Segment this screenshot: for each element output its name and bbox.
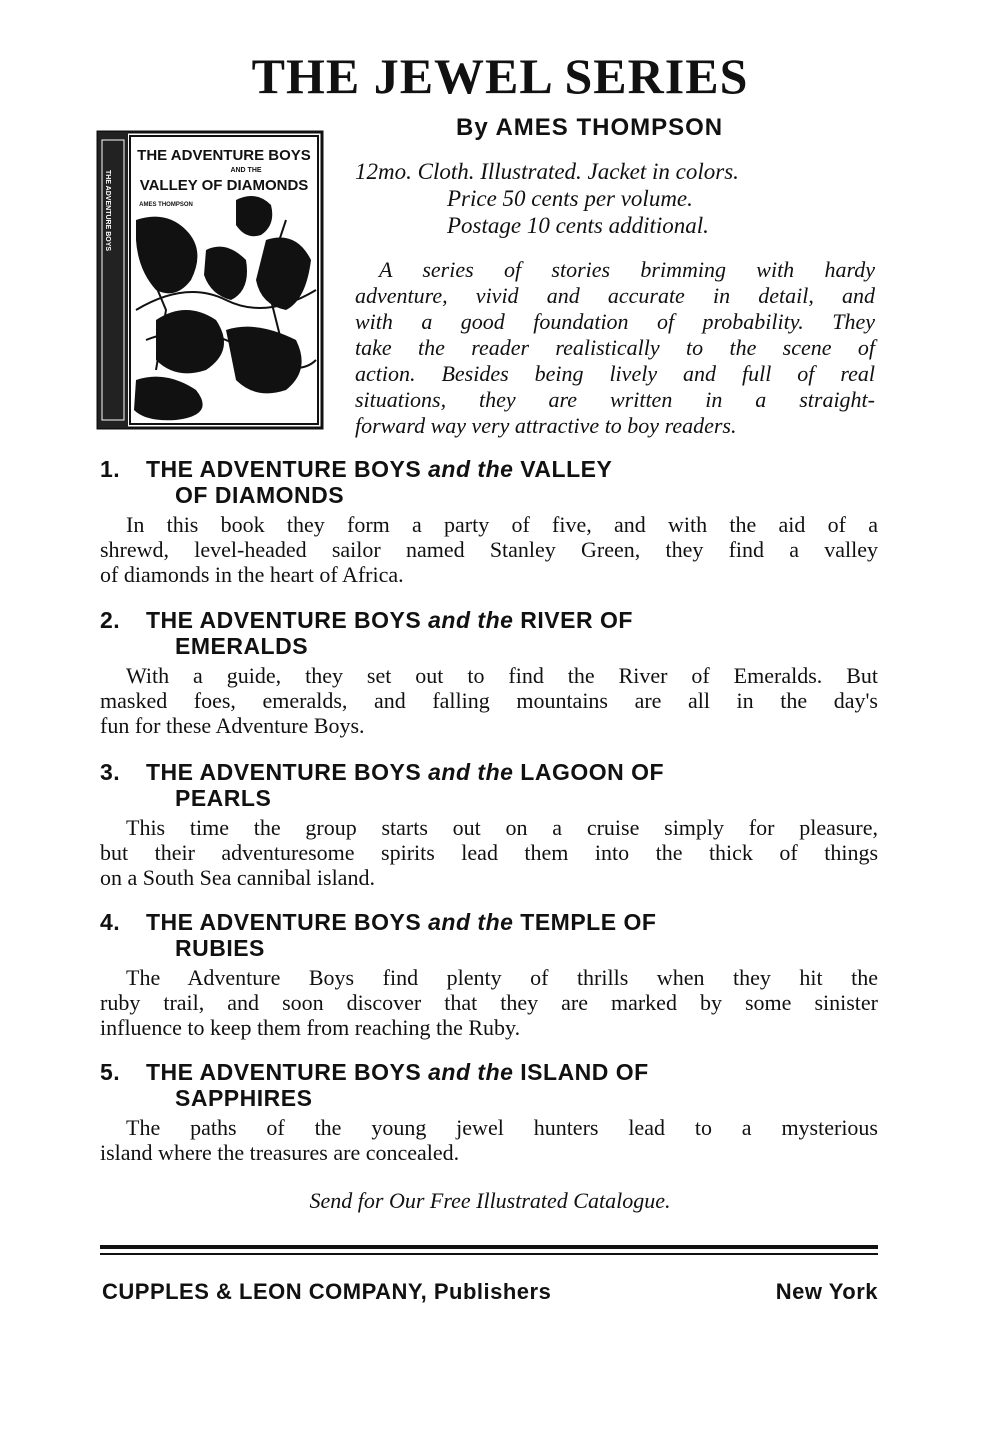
desc-line: shrewd, level-headed sailor named Stanley Green, they find a valley xyxy=(100,537,878,562)
book-entry-2 xyxy=(100,607,878,738)
book-entry-1 xyxy=(100,456,878,587)
book-description xyxy=(100,815,878,890)
book-cover-illustration xyxy=(96,130,324,430)
book-title xyxy=(100,909,878,961)
cover-title-line2: VALLEY OF DIAMONDS xyxy=(139,177,309,194)
cover-and-the: AND THE xyxy=(230,167,262,174)
series-description xyxy=(355,257,875,439)
book-title-cont: PEARLS xyxy=(175,785,272,811)
book-title-pre: THE ADVENTURE BOYS xyxy=(146,759,422,785)
book-title-pre: THE ADVENTURE BOYS xyxy=(146,456,422,482)
catalogue-note: Send for Our Free Illustrated Catalogue. xyxy=(309,1188,671,1213)
cover-author: AMES THOMPSON xyxy=(139,202,193,208)
publisher-name: CUPPLES & LEON COMPANY, Publishers xyxy=(102,1279,552,1304)
blurb-line: forward way very attractive to boy readers. xyxy=(355,413,737,438)
book-description xyxy=(100,512,878,587)
book-title xyxy=(100,759,878,811)
desc-line: influence to keep them from reaching the Ruby. xyxy=(100,1015,521,1040)
book-description xyxy=(100,1115,878,1165)
publisher-footer xyxy=(102,1279,878,1305)
desc-line: fun for these Adventure Boys. xyxy=(100,713,365,738)
divider-thin xyxy=(100,1253,878,1255)
divider-thick xyxy=(100,1245,878,1249)
book-number: 4. xyxy=(100,909,121,935)
desc-line: ruby trail, and soon discover that they are marked by some sinister xyxy=(100,990,878,1015)
book-title xyxy=(100,456,878,508)
blurb-line: with a good foundation of probability. They xyxy=(355,309,875,334)
book-title-cont: EMERALDS xyxy=(175,633,309,659)
blurb-line: A series of stories brimming with hardy xyxy=(379,257,875,282)
cover-title-line1: THE ADVENTURE BOYS xyxy=(137,147,311,164)
book-number: 5. xyxy=(100,1059,121,1085)
blurb-line: situations, they are written in a straight- xyxy=(355,387,875,412)
book-and-the: and the xyxy=(428,1059,514,1085)
book-number: 3. xyxy=(100,759,121,785)
book-title-post: ISLAND OF xyxy=(520,1059,649,1085)
book-title-post: TEMPLE OF xyxy=(520,909,657,935)
desc-line: The paths of the young jewel hunters lead to a mysterious xyxy=(126,1115,878,1140)
desc-line: The Adventure Boys find plenty of thrills when they hit the xyxy=(126,965,878,990)
desc-line: but their adventuresome spirits lead them into the thick of things xyxy=(100,840,878,865)
book-title-cont: OF DIAMONDS xyxy=(175,482,345,508)
book-title-pre: THE ADVENTURE BOYS xyxy=(146,607,422,633)
desc-line: on a South Sea cannibal island. xyxy=(100,865,375,890)
book-title-post: LAGOON OF xyxy=(520,759,665,785)
author-line: By AMES THOMPSON xyxy=(456,114,724,141)
book-and-the: and the xyxy=(428,909,514,935)
specs-price: Price 50 cents per volume. xyxy=(447,186,693,211)
specs-block xyxy=(355,158,875,239)
desc-line: of diamonds in the heart of Africa. xyxy=(100,562,404,587)
desc-line: In this book they form a party of five, and with the aid of a xyxy=(126,512,878,537)
desc-line: With a guide, they set out to find the River of Emeralds. But xyxy=(126,663,878,688)
desc-line: island where the treasures are concealed. xyxy=(100,1140,460,1165)
book-title xyxy=(100,1059,878,1111)
page-title: THE JEWEL SERIES xyxy=(251,48,749,104)
desc-line: masked foes, emeralds, and falling mountains are all in the day's xyxy=(100,688,878,713)
publisher-city: New York xyxy=(775,1279,878,1304)
desc-line: This time the group starts out on a cruise simply for pleasure, xyxy=(126,815,878,840)
blurb-line: action. Besides being lively and full of real xyxy=(355,361,875,386)
svg-text:THE ADVENTURE BOYS: THE ADVENTURE BOYS xyxy=(104,170,111,252)
book-number: 1. xyxy=(100,456,121,482)
specs-format: 12mo. Cloth. Illustrated. Jacket in colors. xyxy=(355,159,739,184)
book-entry-5 xyxy=(100,1059,878,1165)
book-and-the: and the xyxy=(428,759,514,785)
book-and-the: and the xyxy=(428,456,514,482)
book-entry-4 xyxy=(100,909,878,1040)
book-entry-3 xyxy=(100,759,878,890)
book-description xyxy=(100,663,878,738)
book-title-post: VALLEY xyxy=(520,456,613,482)
book-title-pre: THE ADVENTURE BOYS xyxy=(146,909,422,935)
book-and-the: and the xyxy=(428,607,514,633)
book-title-cont: SAPPHIRES xyxy=(175,1085,313,1111)
book-title xyxy=(100,607,878,659)
book-title-cont: RUBIES xyxy=(175,935,265,961)
blurb-line: take the reader realistically to the scene of xyxy=(355,335,875,360)
book-description xyxy=(100,965,878,1040)
book-number: 2. xyxy=(100,607,121,633)
specs-postage: Postage 10 cents additional. xyxy=(447,213,709,238)
book-title-pre: THE ADVENTURE BOYS xyxy=(146,1059,422,1085)
blurb-line: adventure, vivid and accurate in detail, and xyxy=(355,283,875,308)
book-title-post: RIVER OF xyxy=(520,607,633,633)
